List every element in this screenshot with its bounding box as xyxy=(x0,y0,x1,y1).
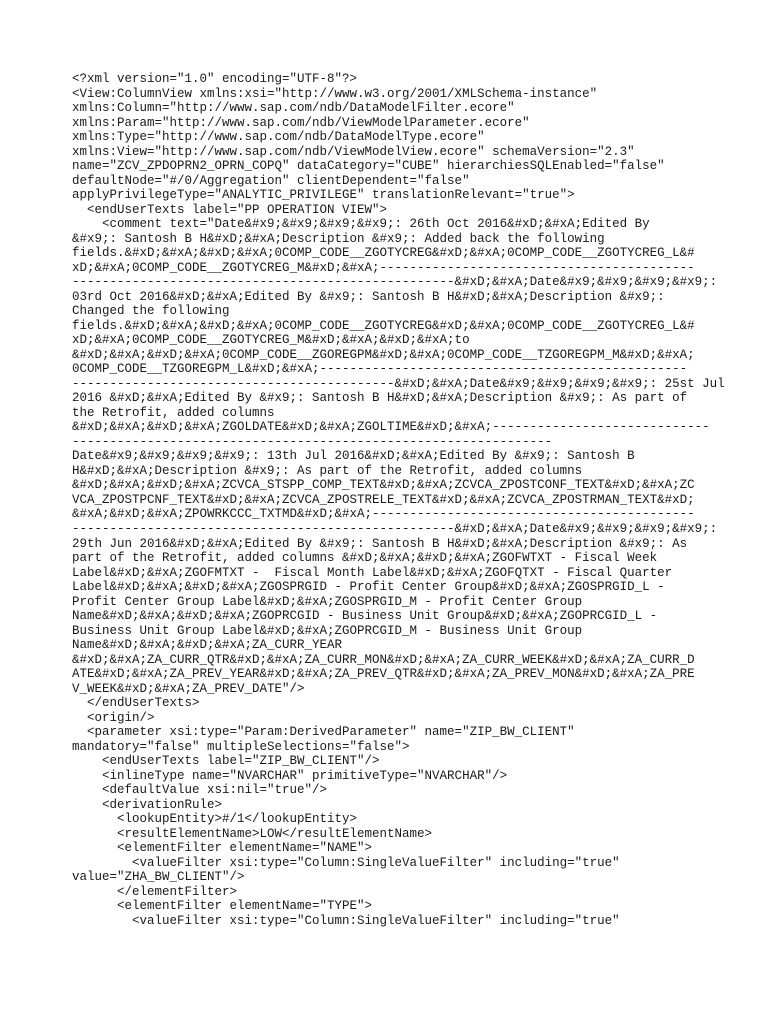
code-line: <valueFilter xsi:type="Column:SingleValueFilter" including="true" xyxy=(72,913,620,928)
code-line: ---------------------------------------------------&#xD;&#xA;Date&#x9;&#x9;&#x9;&#x9;: xyxy=(72,275,718,290)
code-line: -------------------------------------------&#xD;&#xA;Date&#x9;&#x9;&#x9;&#x9;: 25st Jul xyxy=(72,376,725,391)
code-line: Name&#xD;&#xA;&#xD;&#xA;ZA_CURR_YEAR xyxy=(72,638,343,653)
code-line: defaultNode="#/0/Aggregation" clientDependent="false" xyxy=(72,173,470,188)
code-line: part of the Retrofit, added columns &#xD;&#xA;&#xD;&#xA;ZGOFWTXT - Fiscal Week xyxy=(72,551,658,566)
code-line: 03rd Oct 2016&#xD;&#xA;Edited By &#x9;: Santosh B H&#xD;&#xA;Description &#x9;: xyxy=(72,289,665,304)
code-line: ---------------------------------------------------&#xD;&#xA;Date&#x9;&#x9;&#x9;&#x9;: xyxy=(72,521,718,536)
code-line: xmlns:Type="http://www.sap.com/ndb/DataModelType.ecore" xyxy=(72,130,485,145)
code-line: applyPrivilegeType="ANALYTIC_PRIVILEGE" translationRelevant="true"> xyxy=(72,188,575,203)
code-line: &#x9;: Santosh B H&#xD;&#xA;Description &#x9;: Added back the following xyxy=(72,231,605,246)
code-line: &#xD;&#xA;ZA_CURR_QTR&#xD;&#xA;ZA_CURR_MON&#xD;&#xA;ZA_CURR_WEEK&#xD;&#xA;ZA_CURR_D xyxy=(72,652,695,667)
code-line: xmlns:Param="http://www.sap.com/ndb/ViewModelParameter.ecore" xyxy=(72,115,530,130)
code-line: ATE&#xD;&#xA;ZA_PREV_YEAR&#xD;&#xA;ZA_PREV_QTR&#xD;&#xA;ZA_PREV_MON&#xD;&#xA;ZA_PRE xyxy=(72,667,695,682)
code-line: Name&#xD;&#xA;&#xD;&#xA;ZGOPRCGID - Business Unit Group&#xD;&#xA;ZGOPRCGID_L - xyxy=(72,609,658,624)
code-line: <defaultValue xsi:nil="true"/> xyxy=(72,783,328,798)
code-line: H&#xD;&#xA;Description &#x9;: As part of the Retrofit, added columns xyxy=(72,463,583,478)
code-line: mandatory="false" multipleSelections="false"> xyxy=(72,739,410,754)
code-line: 2016 &#xD;&#xA;Edited By &#x9;: Santosh B H&#xD;&#xA;Description &#x9;: As part of xyxy=(72,391,688,406)
code-line: <lookupEntity>#/1</lookupEntity> xyxy=(72,812,358,827)
code-line: xmlns:View="http://www.sap.com/ndb/ViewModelView.ecore" schemaVersion="2.3" xyxy=(72,144,635,159)
code-line: Label&#xD;&#xA;ZGOFMTXT - Fiscal Month Label&#xD;&#xA;ZGOFQTXT - Fiscal Quarter xyxy=(72,565,673,580)
code-line: value="ZHA_BW_CLIENT"/> xyxy=(72,870,245,885)
code-line: <origin/> xyxy=(72,710,155,725)
code-line: name="ZCV_ZPDOPRN2_OPRN_COPQ" dataCategory="CUBE" hierarchiesSQLEnabled="false" xyxy=(72,159,665,174)
code-line: Changed the following xyxy=(72,304,230,319)
code-line: &#xD;&#xA;&#xD;&#xA;ZCVCA_STSPP_COMP_TEXT&#xD;&#xA;ZCVCA_ZPOSTCONF_TEXT&#xD;&#xA;ZC xyxy=(72,478,695,493)
code-line: Profit Center Group Label&#xD;&#xA;ZGOSPRGID_M - Profit Center Group xyxy=(72,594,583,609)
code-line: V_WEEK&#xD;&#xA;ZA_PREV_DATE"/> xyxy=(72,681,305,696)
code-line: </elementFilter> xyxy=(72,884,238,899)
code-line: <parameter xsi:type="Param:DerivedParameter" name="ZIP_BW_CLIENT" xyxy=(72,725,575,740)
code-line: <View:ColumnView xmlns:xsi="http://www.w3.org/2001/XMLSchema-instance" xyxy=(72,86,598,101)
code-line: xD;&#xA;0COMP_CODE__ZGOTYCREG_M&#xD;&#xA;&#xD;&#xA;to xyxy=(72,333,470,348)
code-line: <endUserTexts label="ZIP_BW_CLIENT"/> xyxy=(72,754,380,769)
code-line: 0COMP_CODE__TZGOREGPM_L&#xD;&#xA;------------------------------------------------- xyxy=(72,362,688,377)
code-line: xmlns:Column="http://www.sap.com/ndb/DataModelFilter.ecore" xyxy=(72,101,515,116)
code-line: <endUserTexts label="PP OPERATION VIEW"> xyxy=(72,202,388,217)
code-line: &#xD;&#xA;&#xD;&#xA;ZGOLDATE&#xD;&#xA;ZGOLTIME&#xD;&#xA;----------------------------- xyxy=(72,420,710,435)
code-line: <inlineType name="NVARCHAR" primitiveType="NVARCHAR"/> xyxy=(72,768,508,783)
code-line: the Retrofit, added columns xyxy=(72,405,275,420)
code-line: 29th Jun 2016&#xD;&#xA;Edited By &#x9;: Santosh B H&#xD;&#xA;Description &#x9;: As xyxy=(72,536,688,551)
code-line: Date&#x9;&#x9;&#x9;&#x9;: 13th Jul 2016&#xD;&#xA;Edited By &#x9;: Santosh B xyxy=(72,449,635,464)
code-line: <comment text="Date&#x9;&#x9;&#x9;&#x9;: 26th Oct 2016&#xD;&#xA;Edited By xyxy=(72,217,650,232)
code-line: xD;&#xA;0COMP_CODE__ZGOTYCREG_M&#xD;&#xA;------------------------------------------ xyxy=(72,260,695,275)
code-line: Label&#xD;&#xA;&#xD;&#xA;ZGOSPRGID - Profit Center Group&#xD;&#xA;ZGOSPRGID_L - xyxy=(72,580,665,595)
code-line: <elementFilter elementName="NAME"> xyxy=(72,841,373,856)
code-line: <resultElementName>LOW</resultElementName> xyxy=(72,826,433,841)
code-line: ---------------------------------------------------------------- xyxy=(72,434,553,449)
xml-source-text xyxy=(72,72,725,928)
code-line: <?xml version="1.0" encoding="UTF-8"?> xyxy=(72,72,358,86)
code-line: VCA_ZPOSTPCNF_TEXT&#xD;&#xA;ZCVCA_ZPOSTRELE_TEXT&#xD;&#xA;ZCVCA_ZPOSTRMAN_TEXT&#xD; xyxy=(72,492,695,507)
code-line: </endUserTexts> xyxy=(72,696,200,711)
code-line: &#xA;&#xD;&#xA;ZPOWRKCCC_TXTMD&#xD;&#xA;------------------------------------------- xyxy=(72,507,695,522)
code-line: fields.&#xD;&#xA;&#xD;&#xA;0COMP_CODE__ZGOTYCREG&#xD;&#xA;0COMP_CODE__ZGOTYCREG_L&# xyxy=(72,318,695,333)
code-line: Business Unit Group Label&#xD;&#xA;ZGOPRCGID_M - Business Unit Group xyxy=(72,623,583,638)
code-line: <valueFilter xsi:type="Column:SingleValueFilter" including="true" xyxy=(72,855,620,870)
code-line: fields.&#xD;&#xA;&#xD;&#xA;0COMP_CODE__ZGOTYCREG&#xD;&#xA;0COMP_CODE__ZGOTYCREG_L&# xyxy=(72,246,695,261)
code-line: &#xD;&#xA;&#xD;&#xA;0COMP_CODE__ZGOREGPM&#xD;&#xA;0COMP_CODE__TZGOREGPM_M&#xD;&#xA; xyxy=(72,347,695,362)
code-line: <elementFilter elementName="TYPE"> xyxy=(72,899,373,914)
code-line: <derivationRule> xyxy=(72,797,223,812)
